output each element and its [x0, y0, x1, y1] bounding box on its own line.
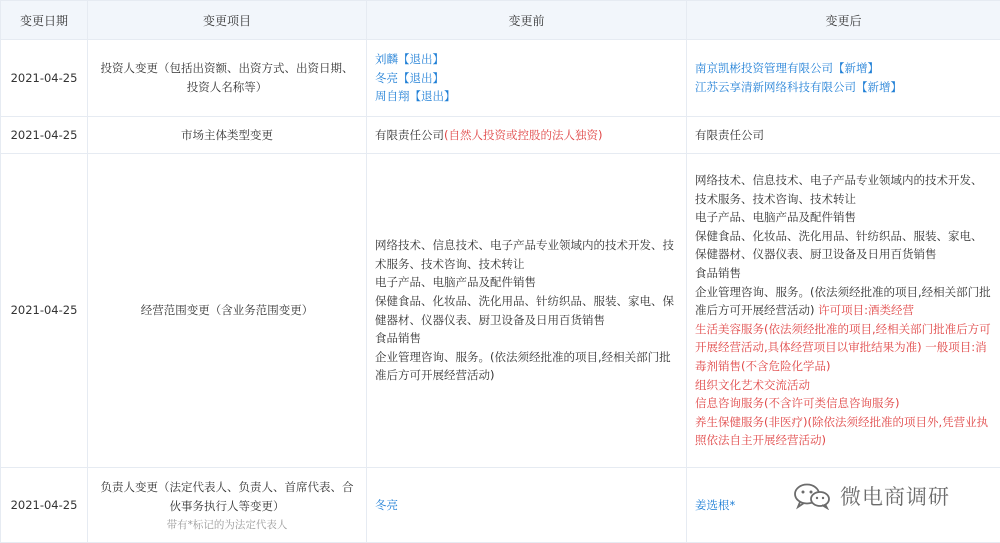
before-cell	[367, 468, 687, 543]
table-row	[1, 154, 1000, 468]
header-item: 变更项目	[88, 1, 367, 40]
before-cell	[367, 117, 687, 154]
change-item: 投资人变更（包括出资额、出资方式、出资日期、投资人名称等）	[88, 40, 367, 117]
before-cell	[367, 40, 687, 117]
table-header-row	[1, 1, 1000, 40]
scope-line: 食品销售	[695, 264, 992, 283]
change-item: 经营范围变更（含业务范围变更）	[88, 154, 367, 468]
after-cell: 有限责任公司	[687, 117, 1000, 154]
scope-added: 生活美容服务(依法须经批准的项目,经相关部门批准后方可开展经营活动,具体经营项目以审批结果为准) 一般项目:消毒剂销售(不含危险化学品)	[695, 320, 992, 376]
change-date: 2021-04-25	[1, 154, 88, 468]
scope-added: 组织文化艺术交流活动	[695, 376, 992, 395]
person-link[interactable]: 姜选根*	[695, 498, 735, 512]
change-date: 2021-04-25	[1, 117, 88, 154]
header-after: 变更后	[687, 1, 1000, 40]
table-row	[1, 40, 1000, 117]
entity-type-highlight: (自然人投资或控股的法人独资)	[444, 128, 602, 142]
scope-text: 企业管理咨询、服务。(依法须经批准的项目,经相关部门批准后方可开展经营活动)	[695, 285, 991, 318]
investor-link[interactable]: 冬亮【退出】	[375, 69, 678, 88]
watermark-text: 微电商调研	[840, 481, 950, 511]
after-cell	[687, 40, 1000, 117]
scope-line: 保健食品、化妆品、洗化用品、针纺织品、服装、家电、保健器材、仪器仪表、厨卫设备及日用百货销售	[695, 227, 992, 264]
scope-line: 保健食品、化妆品、洗化用品、针纺织品、服装、家电、保健器材、仪器仪表、厨卫设备及日用百货销售	[375, 292, 678, 329]
change-item-cell	[88, 468, 367, 543]
change-date: 2021-04-25	[1, 40, 88, 117]
scope-added: 信息咨询服务(不含许可类信息咨询服务)	[695, 394, 992, 413]
investor-link[interactable]: 江苏云享清新网络科技有限公司【新增】	[695, 78, 992, 97]
wechat-icon	[792, 482, 832, 510]
scope-line: 网络技术、信息技术、电子产品专业领域内的技术开发、技术服务、技术咨询、技术转让	[375, 236, 678, 273]
scope-line: 网络技术、信息技术、电子产品专业领域内的技术开发、技术服务、技术咨询、技术转让	[695, 171, 992, 208]
scope-line	[695, 283, 992, 320]
scope-line: 电子产品、电脑产品及配件销售	[375, 273, 678, 292]
investor-link[interactable]: 刘麟【退出】	[375, 50, 678, 69]
scope-line: 电子产品、电脑产品及配件销售	[695, 208, 992, 227]
change-item: 市场主体类型变更	[88, 117, 367, 154]
header-date: 变更日期	[1, 1, 88, 40]
entity-type: 有限责任公司	[375, 128, 444, 142]
investor-link[interactable]: 周自翔【退出】	[375, 87, 678, 106]
table-row	[1, 117, 1000, 154]
investor-link[interactable]: 南京凯彬投资管理有限公司【新增】	[695, 59, 992, 78]
scope-line: 企业管理咨询、服务。(依法须经批准的项目,经相关部门批准后方可开展经营活动)	[375, 348, 678, 385]
before-cell	[367, 154, 687, 468]
change-date: 2021-04-25	[1, 468, 88, 543]
watermark	[792, 481, 950, 511]
change-item: 负责人变更（法定代表人、负责人、首席代表、合伙事务执行人等变更）	[98, 478, 356, 515]
scope-added: 许可项目:酒类经营	[818, 303, 914, 317]
legal-rep-note: 带有*标记的为法定代表人	[98, 518, 356, 532]
person-link[interactable]: 冬亮	[375, 498, 398, 512]
scope-line: 食品销售	[375, 329, 678, 348]
after-cell	[687, 154, 1000, 468]
header-before: 变更前	[367, 1, 687, 40]
scope-added: 养生保健服务(非医疗)(除依法须经批准的项目外,凭营业执照依法自主开展经营活动)	[695, 413, 992, 450]
